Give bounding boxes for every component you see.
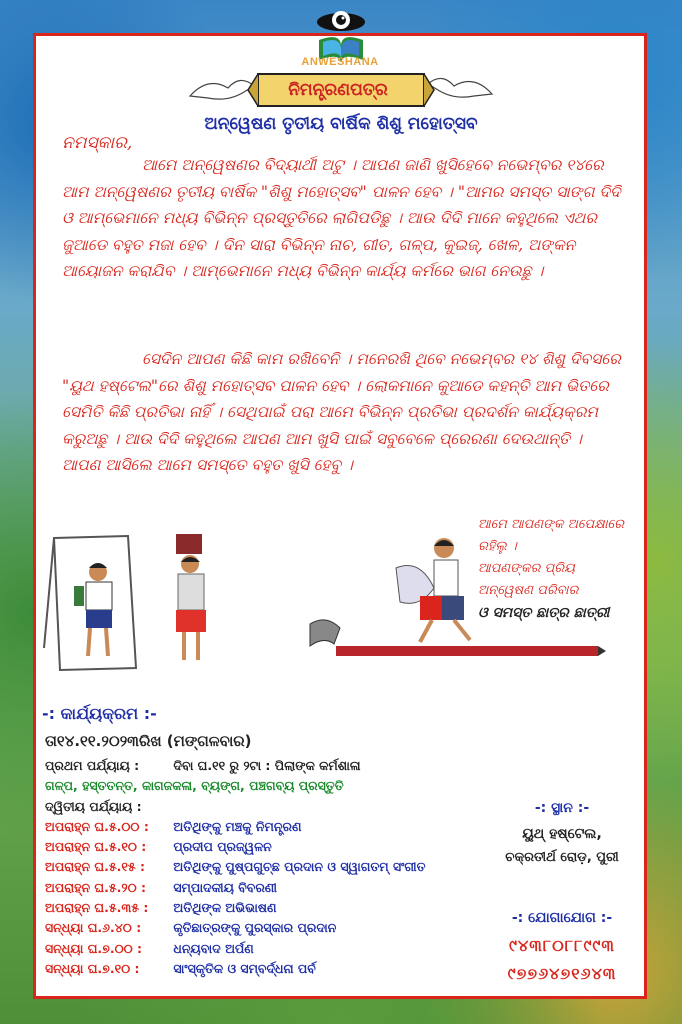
schedule-time: ସନ୍ଧ୍ୟା ଘ.୭.୦୦ : — [45, 940, 143, 956]
schedule-time: ଅପରାହ୍ନ ଘ.୫.୧୦ : — [45, 839, 147, 855]
venue-line-1: ୟୁଥ୍ ହଷ୍ଟେଲ, — [522, 826, 602, 842]
schedule-row — [45, 756, 485, 776]
schedule-item: ସାଂସ୍କୃତିକ ଓ ସମ୍ବର୍ଦ୍ଧନା ପର୍ବ — [173, 960, 316, 976]
letter-greeting: ନମସ୍କାର, — [62, 133, 133, 153]
schedule-time: ଅପରାହ୍ନ ଘ.୫.୦୦ : — [45, 818, 149, 834]
signature-line: ଆପଣଙ୍କର ପ୍ରିୟ — [478, 561, 575, 576]
schedule-row — [45, 776, 485, 796]
letter-paragraph-1: ଆମେ ଅନ୍ୱେଷଣର ବିଦ୍ୟାର୍ଥୀ ଅଟୁ । ଆପଣ ଜାଣି ଖୁସିହେବେ ନଭେମ୍ବର ୧୪ରେ ଆମ ଅନ୍ୱେଷଣର ତୃତୀୟ ବାର୍ଷିକ "ଶିଶୁ ମହୋତ୍ସବ" ପାଳନ ହେବ । "ଆମର ସମସ୍ତ ସାଙ୍ଗ ଦିଦି ଓ ଆମ୍ଭେମାନେ ମଧ୍ୟ ବିଭିନ୍ନ ପ୍ରସ୍ତୁତିରେ ଲାଗିପଡିଛୁ । ଆଉ ଦିଦି ମାନେ କହୁଥିଲେ ଏଥର ଜୁଆଡେ ବହୁତ ମଜା ହେବ । ଦିନ ସାରା ବିଭିନ୍ନ ନାଚ, ଗୀତ, ଗଳ୍ପ, କୁଇଜ୍, ଖେଳ, ଅଙ୍କନ ଆୟୋଜନ କରାଯିବ । ଆମ୍ଭେମାନେ ମଧ୍ୟ ବିଭିନ୍ନ କାର୍ଯ୍ୟ କର୍ମରେ ଭାଗ ନେଉଛୁ । — [62, 156, 621, 280]
schedule-time: ଦ୍ୱିତୀୟ ପର୍ଯ୍ୟାୟ : — [45, 798, 142, 814]
programme-date: ତା୧୪.୧୧.୨୦୨୩ରିଖ (ମଙ୍ଗଳବାର) — [45, 732, 252, 750]
schedule-item: ଅତିଥିଙ୍କୁ ମଞ୍ଚକୁ ନିମନ୍ତ୍ରଣ — [173, 818, 302, 834]
schedule-item: ଅତିଥିଙ୍କୁ ପୁଷ୍ପଗୁଚ୍ଛ ପ୍ରଦାନ ଓ ସ୍ୱାଗତମ୍ ସଂଗୀତ — [173, 859, 426, 875]
contact-phone-1[interactable]: ୯୪୩୮୦୮୮୯୯୩ — [509, 936, 615, 955]
contact-phone-2[interactable]: ୯୭୭୬୪୭୧୬୪୩ — [507, 964, 617, 983]
letter-paragraph-2: ସେଦିନ ଆପଣ କିଛି କାମ ରଖିବେନି । ମନେରଖି ଥିବେ ନଭେମ୍ବର ୧୪ ଶିଶୁ ଦିବସରେ "ୟୁଥ ହଷ୍ଟେଲ"ରେ ଶିଶୁ ମହୋତ୍ସବ ପାଳନ ହେବ । ଲୋକମାନେ କୁଆଡେ କହନ୍ତି ଆମ ଭିତରେ ସେମିତି କିଛି ପ୍ରତିଭା ନାହିଁ । ସେଥିପାଇଁ ପରା ଆମେ ବିଭିନ୍ନ ପ୍ରତିଭା ପ୍ରଦର୍ଶନ କାର୍ଯ୍ୟକ୍ରମ କରୁଅଛୁ । ଆଉ ଦିଦି କହୁଥିଲେ ଆପଣ ଆମ ଖୁସି ପାଇଁ ସବୁବେଳେ ପ୍ରେରଣା ଦେଉଥାନ୍ତି । ଆପଣ ଆସିଲେ ଆମେ ସମସ୍ତେ ବହୁତ ଖୁସି ହେବୁ । — [62, 350, 621, 474]
schedule-time: ଅପରାହ୍ନ ଘ.୫.୧୫ : — [45, 859, 146, 875]
festival-heading: ଅନ୍ୱେଷଣ ତୃତୀୟ ବାର୍ଷିକ ଶିଶୁ ମହୋତ୍ସବ — [204, 114, 478, 134]
boy-with-sack-drawing — [396, 538, 470, 642]
signature-line: ଓ ସମସ୍ତ ଛାତ୍ର ଛାତ୍ରୀ — [478, 605, 610, 621]
schedule-item: ପ୍ରଦୀପ ପ୍ରଜ୍ୱଳନ — [173, 839, 272, 855]
mirror-drawing — [44, 536, 136, 670]
signature-line: ଅନ୍ୱେଷଣ ପରିବାର — [478, 583, 579, 598]
schedule-row — [45, 817, 485, 837]
girl-drawing — [176, 534, 206, 660]
schedule-time: ସନ୍ଧ୍ୟା ଘ.୭.୧୦ : — [45, 960, 140, 976]
schedule-item: ଅତିଥିଙ୍କ ଅଭିଭାଷଣ — [173, 900, 277, 916]
contact-title: -: ଯୋଗାଯୋଗ :- — [511, 910, 613, 926]
schedule-row — [45, 939, 485, 959]
schedule-row — [45, 918, 485, 938]
schedule-time: ପ୍ରଥମ ପର୍ଯ୍ୟାୟ : — [45, 758, 140, 773]
brand-name: ANWESHANA — [301, 56, 379, 68]
schedule-time: ଅପରାହ୍ନ ଘ.୫.୨୦ : — [45, 879, 147, 895]
schedule-row — [45, 959, 485, 979]
schedule-row — [45, 797, 485, 817]
children-drawing-illustration — [40, 528, 610, 678]
schedule-item: କୃତିଛାତ୍ରଙ୍କୁ ପୁରସ୍କାର ପ୍ରଦାନ — [173, 920, 337, 936]
schedule-row — [45, 878, 485, 898]
schedule-row — [45, 837, 485, 857]
signature-line: ଆମେ ଆପଣଙ୍କ ଅପେକ୍ଷାରେ ରହିଲୁ । — [478, 517, 624, 554]
schedule-time: ଅପରାହ୍ନ ଘ.୫.୩୫ : — [45, 900, 149, 916]
schedule-time: ସନ୍ଧ୍ୟା ଘ.୬.୪୦ : — [45, 920, 142, 936]
venue-title: -: ସ୍ଥାନ :- — [534, 800, 590, 816]
schedule-row — [45, 857, 485, 877]
schedule-item: ଦିବା ଘ.୧୧ ରୁ ୨ଟା : ପିଲାଙ୍କ କର୍ମଶାଳା — [173, 758, 361, 773]
schedule-item: ଗଳ୍ପ, ହସ୍ତତନ୍ତ, କାଗଜକଳା, ବ୍ୟଙ୍ଗ, ପଞ୍ଚଗବ୍ୟ ପ୍ରସ୍ତୁତି — [45, 778, 344, 794]
invitation-banner-label: ନିମନ୍ତ୍ରଣପତ୍ର — [288, 80, 388, 100]
schedule-item: ଧନ୍ୟବାଦ ଅର୍ପଣ — [173, 940, 254, 956]
schedule-row — [45, 898, 485, 918]
programme-schedule — [45, 756, 485, 979]
venue-line-2: ଚକ୍ରତୀର୍ଥ ରୋଡ଼, ପୁରୀ — [505, 850, 619, 865]
programme-title: -: କାର୍ଯ୍ୟକ୍ରମ :- — [42, 704, 157, 723]
schedule-item: ସମ୍ପାଦକୀୟ ବିବରଣୀ — [173, 879, 277, 895]
